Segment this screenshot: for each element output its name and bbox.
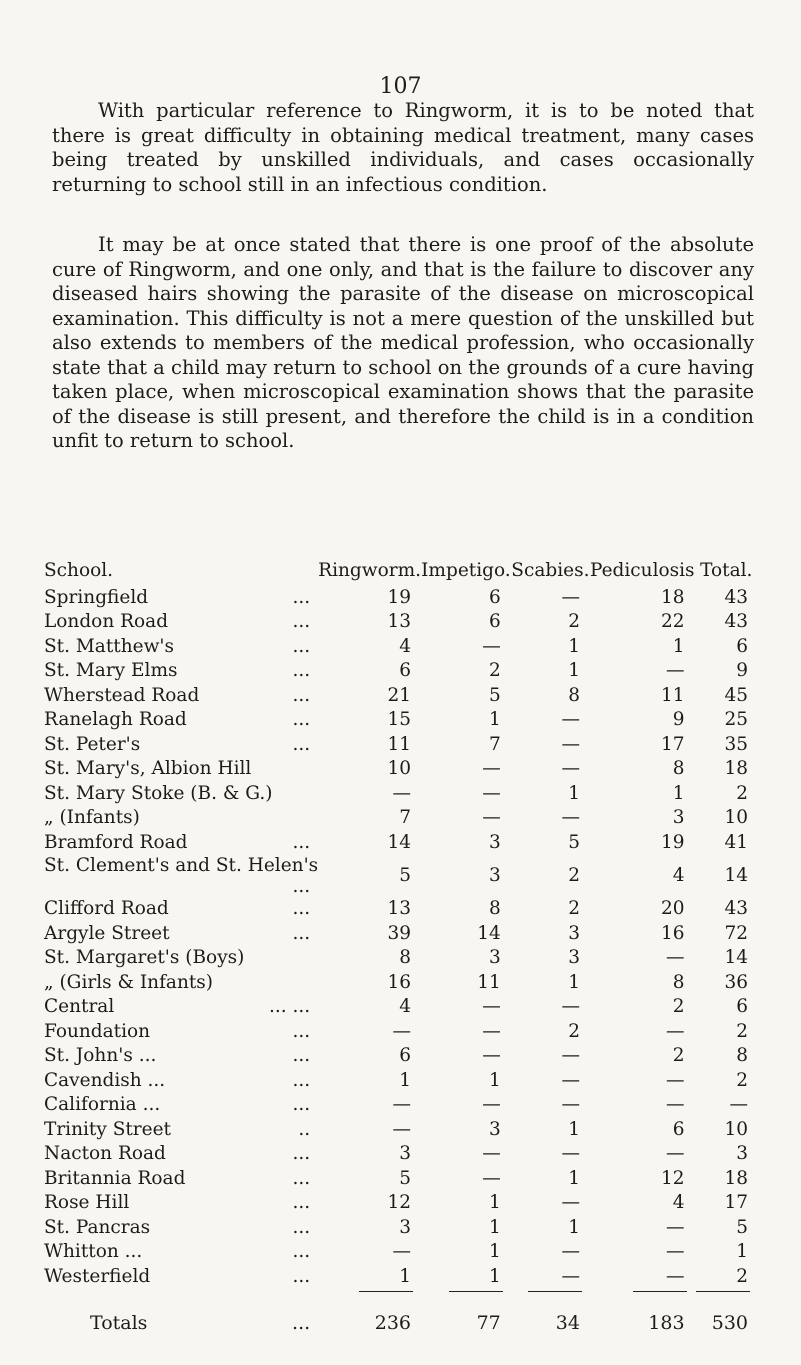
school-cell xyxy=(44,830,318,855)
pediculosis-cell: — xyxy=(666,1265,685,1287)
leader-dots: ... xyxy=(292,586,311,608)
pediculosis-cell: 2 xyxy=(672,996,685,1018)
scabies-cell: 1 xyxy=(568,1118,580,1140)
ringworm-cell: 13 xyxy=(387,611,412,633)
table-row xyxy=(44,806,758,831)
school-cell xyxy=(44,806,318,831)
table-row xyxy=(44,1215,758,1240)
school-cell xyxy=(44,1166,318,1191)
table-row xyxy=(44,634,758,659)
leader-dots: ... xyxy=(292,831,311,853)
school-name: „ (Girls & Infants) xyxy=(44,971,214,993)
pediculosis-cell: — xyxy=(666,1241,685,1263)
total-cell: 36 xyxy=(724,971,748,993)
scabies-cell: 1 xyxy=(568,971,580,993)
total-total: 530 xyxy=(711,1311,748,1334)
leader-dots: ... xyxy=(292,684,311,706)
total-cell: 17 xyxy=(724,1192,748,1214)
impetigo-cell: — xyxy=(482,996,501,1018)
paragraph-proof-of-cure: It may be at once stated that there is one proof of the absolute cure of Ringworm, and one only, and that is the failure to discover any diseased hairs showing the parasite of the disease on microscopical examination. This difficulty is not a mere question of the unskilled but also extends to members of the medical profession, who occasionally state that a child may return to school on the grounds of a cure having taken place, when microscopical examination shows that the parasite of the disease is still present, and therefore the child is in a condition unfit to return to school. xyxy=(52,233,754,452)
total-cell: 14 xyxy=(724,947,748,969)
pediculosis-cell: 22 xyxy=(661,611,685,633)
scabies-cell: 5 xyxy=(568,831,580,853)
impetigo-cell: — xyxy=(482,1167,501,1189)
impetigo-cell: 3 xyxy=(488,1118,501,1140)
school-cell xyxy=(44,732,318,757)
table-row xyxy=(44,585,758,610)
rule-line xyxy=(528,1291,582,1292)
table-row xyxy=(44,921,758,946)
school-cell xyxy=(44,995,318,1020)
impetigo-cell: 5 xyxy=(488,684,501,706)
pediculosis-cell: 12 xyxy=(661,1167,685,1189)
school-cell xyxy=(44,1264,318,1289)
ringworm-cell: 5 xyxy=(399,865,412,886)
scabies-cell: 3 xyxy=(568,947,580,969)
impetigo-cell: 1 xyxy=(488,1265,501,1287)
ringworm-cell: 13 xyxy=(387,898,412,920)
pediculosis-cell: — xyxy=(666,1216,685,1238)
ringworm-cell: 4 xyxy=(399,635,412,657)
ringworm-cell: 4 xyxy=(399,996,412,1018)
leader-dots: ... xyxy=(292,611,311,633)
school-name: London Road xyxy=(44,611,169,633)
scabies-cell: 1 xyxy=(568,782,580,804)
impetigo-cell: 1 xyxy=(488,1069,501,1091)
ringworm-cell: 10 xyxy=(387,758,412,780)
school-cell xyxy=(44,946,318,971)
pediculosis-cell: — xyxy=(666,1143,685,1165)
ringworm-cell: 1 xyxy=(399,1265,412,1287)
ringworm-cell: 5 xyxy=(399,1167,412,1189)
totals-label: Totals xyxy=(90,1311,148,1334)
table-row xyxy=(44,830,758,855)
pediculosis-cell: 1 xyxy=(672,782,685,804)
scabies-cell: 1 xyxy=(568,1167,580,1189)
school-name: St. Pancras xyxy=(44,1216,151,1238)
total-cell: 5 xyxy=(736,1216,748,1238)
table-row xyxy=(44,781,758,806)
pediculosis-cell: 8 xyxy=(672,758,685,780)
total-cell: 2 xyxy=(736,1020,748,1042)
school-cell xyxy=(44,921,318,946)
totals-row xyxy=(44,1295,758,1343)
school-name: Cavendish ... xyxy=(44,1069,166,1091)
impetigo-cell: 1 xyxy=(488,1192,501,1214)
rule-line xyxy=(359,1291,413,1292)
table-row xyxy=(44,732,758,757)
total-cell: 43 xyxy=(724,898,748,920)
ringworm-cell: 3 xyxy=(399,1216,412,1238)
school-name: Trinity Street xyxy=(44,1118,171,1140)
scabies-cell: — xyxy=(561,1094,580,1116)
scabies-cell: — xyxy=(561,758,580,780)
table-row xyxy=(44,683,758,708)
leader-dots: ... xyxy=(292,1241,311,1263)
scabies-cell: 2 xyxy=(568,898,580,920)
school-cell xyxy=(44,897,318,922)
school-cell xyxy=(44,708,318,733)
scabies-cell: 2 xyxy=(568,611,580,633)
rule-line xyxy=(633,1291,687,1292)
scabies-cell: 1 xyxy=(568,660,580,682)
pediculosis-cell: 4 xyxy=(672,1192,685,1214)
pediculosis-cell: 11 xyxy=(661,684,685,706)
school-cell xyxy=(44,1191,318,1216)
pediculosis-cell: 6 xyxy=(672,1118,685,1140)
impetigo-cell: 11 xyxy=(477,971,501,993)
leader-dots: ... xyxy=(292,1216,311,1238)
table-row xyxy=(44,1191,758,1216)
school-cell xyxy=(44,1142,318,1167)
school-cell xyxy=(44,1215,318,1240)
header-scabies: Scabies. xyxy=(511,559,590,581)
total-cell: 3 xyxy=(736,1143,748,1165)
leader-dots: ... xyxy=(292,1143,311,1165)
table-row xyxy=(44,659,758,684)
page-number: 107 xyxy=(379,74,422,99)
school-cell xyxy=(44,1117,318,1142)
scabies-cell: — xyxy=(561,586,580,608)
table-row xyxy=(44,1166,758,1191)
impetigo-cell: 1 xyxy=(488,1241,501,1263)
total-cell: 14 xyxy=(724,865,748,886)
leader-dots: ... xyxy=(292,1265,311,1287)
total-cell: 25 xyxy=(724,709,748,731)
school-name: Central xyxy=(44,996,115,1018)
total-cell: 6 xyxy=(736,635,748,657)
school-cell xyxy=(44,1044,318,1069)
scabies-cell: — xyxy=(561,807,580,829)
paragraph-ringworm-treatment: With particular reference to Ringworm, it is to be noted that there is great difficulty in obtaining medical treatment, many cases being treated by unskilled individuals, and cases occasionally returning to school still in an infectious condition. xyxy=(52,99,754,196)
school-name: Foundation xyxy=(44,1020,151,1042)
total-scabies: 34 xyxy=(555,1311,580,1334)
total-cell: 41 xyxy=(724,831,748,853)
total-cell: 6 xyxy=(736,996,748,1018)
rule-line xyxy=(449,1291,503,1292)
scabies-cell: 1 xyxy=(568,1216,580,1238)
ringworm-cell: 14 xyxy=(387,831,412,853)
pediculosis-cell: 17 xyxy=(661,733,685,755)
leader-dots: ... xyxy=(292,1045,311,1067)
leader-dots: ... ... xyxy=(269,996,311,1018)
totals-leader-dots: ... xyxy=(292,1311,311,1334)
ringworm-cell: 3 xyxy=(399,1143,412,1165)
leader-dots: ... xyxy=(292,1192,311,1214)
header-pediculosis: Pediculosis xyxy=(589,559,695,581)
ringworm-cell: 16 xyxy=(387,971,412,993)
total-cell: 45 xyxy=(724,684,748,706)
scabies-cell: — xyxy=(561,1192,580,1214)
header-impetigo: Impetigo. xyxy=(421,559,511,581)
scabies-cell: — xyxy=(561,1045,580,1067)
school-cell xyxy=(44,659,318,684)
total-cell: — xyxy=(729,1094,748,1116)
table-row xyxy=(44,1117,758,1142)
scabies-cell: — xyxy=(561,1265,580,1287)
school-name: St. Mary's, Albion Hill xyxy=(44,758,252,780)
total-cell: 1 xyxy=(736,1241,748,1263)
school-name: St. Matthew's xyxy=(44,635,174,657)
pediculosis-cell: 1 xyxy=(672,635,685,657)
impetigo-cell: 14 xyxy=(477,922,501,944)
scabies-cell: 3 xyxy=(568,922,580,944)
impetigo-cell: 3 xyxy=(488,831,501,853)
total-cell: 72 xyxy=(724,922,748,944)
school-name: Argyle Street xyxy=(44,922,170,944)
totals-label-cell xyxy=(44,1295,318,1343)
ringworm-cell: 6 xyxy=(399,660,412,682)
scabies-cell: — xyxy=(561,1143,580,1165)
scabies-cell: 1 xyxy=(568,635,580,657)
table-row xyxy=(44,995,758,1020)
school-cell xyxy=(44,757,318,782)
table-row xyxy=(44,946,758,971)
leader-dots: ... xyxy=(292,898,311,920)
school-name: „ (Infants) xyxy=(44,807,140,829)
scabies-cell: — xyxy=(561,1241,580,1263)
scabies-cell: — xyxy=(561,1069,580,1091)
school-name: St. Mary Elms xyxy=(44,660,178,682)
ringworm-cell: 15 xyxy=(387,709,412,731)
total-cell: 2 xyxy=(736,782,748,804)
table-row xyxy=(44,970,758,995)
ringworm-cell: — xyxy=(392,782,412,804)
total-cell: 43 xyxy=(724,611,748,633)
table-row xyxy=(44,897,758,922)
school-cell xyxy=(44,1068,318,1093)
impetigo-cell: — xyxy=(482,1143,501,1165)
table-row xyxy=(44,757,758,782)
table-row xyxy=(44,1068,758,1093)
school-cell xyxy=(44,781,318,806)
school-name: Bramford Road xyxy=(44,831,188,853)
total-cell: 18 xyxy=(724,1167,748,1189)
pediculosis-cell: 2 xyxy=(672,1045,685,1067)
rule-line xyxy=(696,1291,750,1292)
pediculosis-cell: — xyxy=(666,1069,685,1091)
table-header-row xyxy=(44,555,758,585)
total-pediculosis: 183 xyxy=(648,1311,685,1334)
impetigo-cell: — xyxy=(482,1045,501,1067)
scabies-cell: 8 xyxy=(568,684,580,706)
leader-dots: ... xyxy=(292,635,311,657)
school-cell xyxy=(44,585,318,610)
total-cell: 10 xyxy=(724,807,748,829)
leader-dots: ... xyxy=(292,709,311,731)
table-row xyxy=(44,1264,758,1289)
impetigo-cell: — xyxy=(482,1020,501,1042)
table-row xyxy=(44,1093,758,1118)
school-cell xyxy=(44,683,318,708)
pediculosis-cell: — xyxy=(666,947,685,969)
school-name: Ranelagh Road xyxy=(44,709,187,731)
ringworm-cell: 1 xyxy=(399,1069,412,1091)
school-name: Westerfield xyxy=(44,1265,151,1287)
impetigo-cell: — xyxy=(482,758,501,780)
ringworm-cell: — xyxy=(392,1118,412,1140)
scabies-cell: — xyxy=(561,733,580,755)
total-cell: 2 xyxy=(736,1069,748,1091)
leader-dots: ... xyxy=(292,875,311,897)
pediculosis-cell: 20 xyxy=(661,898,685,920)
school-name: California ... xyxy=(44,1094,161,1116)
ringworm-cell: — xyxy=(392,1241,412,1263)
impetigo-cell: 6 xyxy=(488,611,501,633)
table-row xyxy=(44,1044,758,1069)
total-cell: 43 xyxy=(724,586,748,608)
pediculosis-cell: — xyxy=(666,1094,685,1116)
school-name: St. Margaret's (Boys) xyxy=(44,947,245,969)
ringworm-cell: 11 xyxy=(387,733,412,755)
total-cell: 8 xyxy=(736,1045,748,1067)
total-cell: 10 xyxy=(724,1118,748,1140)
school-name: Wherstead Road xyxy=(44,684,200,706)
school-name: St. Clement's and St. Helen's xyxy=(44,854,319,876)
ringworm-cell: — xyxy=(392,1020,412,1042)
impetigo-cell: 1 xyxy=(488,709,501,731)
pediculosis-cell: — xyxy=(666,660,685,682)
impetigo-cell: 6 xyxy=(488,586,501,608)
table-row xyxy=(44,708,758,733)
school-cell xyxy=(44,1093,318,1118)
impetigo-cell: — xyxy=(482,807,501,829)
school-name: Springfield xyxy=(44,586,149,608)
scabies-cell: — xyxy=(561,709,580,731)
school-name: Whitton ... xyxy=(44,1241,143,1263)
ringworm-cell: 39 xyxy=(387,922,412,944)
ringworm-cell: 12 xyxy=(387,1192,412,1214)
impetigo-cell: 1 xyxy=(488,1216,501,1238)
school-name: Britannia Road xyxy=(44,1167,186,1189)
ringworm-cell: 19 xyxy=(387,586,412,608)
pediculosis-cell: 9 xyxy=(672,709,685,731)
impetigo-cell: — xyxy=(482,782,501,804)
school-cell xyxy=(44,1019,318,1044)
pediculosis-cell: 16 xyxy=(661,922,685,944)
ringworm-cell: 6 xyxy=(399,1045,412,1067)
impetigo-cell: — xyxy=(482,635,501,657)
total-cell: 18 xyxy=(724,758,748,780)
table-row xyxy=(44,855,758,897)
leader-dots: .. xyxy=(298,1118,311,1140)
pediculosis-cell: 3 xyxy=(672,807,685,829)
school-cell xyxy=(44,610,318,635)
pediculosis-cell: 4 xyxy=(672,865,685,886)
impetigo-cell: 7 xyxy=(488,733,501,755)
leader-dots: ... xyxy=(292,1020,311,1042)
ringworm-cell: 21 xyxy=(387,684,412,706)
header-total: Total. xyxy=(700,559,753,581)
pediculosis-cell: — xyxy=(666,1020,685,1042)
table-row xyxy=(44,1019,758,1044)
school-name: Nacton Road xyxy=(44,1143,166,1165)
scabies-cell: — xyxy=(561,996,580,1018)
scabies-cell: 2 xyxy=(568,1020,580,1042)
ringworm-cell: 8 xyxy=(399,947,412,969)
school-name: St. Mary Stoke (B. & G.) xyxy=(44,782,273,804)
disease-by-school-table xyxy=(44,555,758,1343)
table-row xyxy=(44,1142,758,1167)
school-name: St. John's ... xyxy=(44,1045,157,1067)
leader-dots: ... xyxy=(292,922,311,944)
school-cell xyxy=(44,1240,318,1265)
total-cell: 35 xyxy=(724,733,748,755)
scabies-cell: 2 xyxy=(568,865,580,886)
impetigo-cell: 3 xyxy=(488,947,501,969)
impetigo-cell: 3 xyxy=(488,865,501,886)
table-row xyxy=(44,1240,758,1265)
school-name: Clifford Road xyxy=(44,898,169,920)
total-cell: 9 xyxy=(736,660,748,682)
total-ringworm: 236 xyxy=(374,1311,412,1334)
school-cell xyxy=(44,634,318,659)
impetigo-cell: 8 xyxy=(488,898,501,920)
ringworm-cell: — xyxy=(392,1094,412,1116)
school-cell xyxy=(44,970,318,995)
impetigo-cell: 2 xyxy=(488,660,501,682)
leader-dots: ... xyxy=(292,660,311,682)
pediculosis-cell: 8 xyxy=(672,971,685,993)
school-cell xyxy=(44,855,318,897)
ringworm-cell: 7 xyxy=(399,807,412,829)
leader-dots: ... xyxy=(292,1094,311,1116)
total-impetigo: 77 xyxy=(476,1311,501,1334)
impetigo-cell: — xyxy=(482,1094,501,1116)
header-school: School. xyxy=(44,559,114,581)
leader-dots: ... xyxy=(292,1069,311,1091)
school-name: St. Peter's xyxy=(44,733,141,755)
leader-dots: ... xyxy=(292,733,311,755)
school-name: Rose Hill xyxy=(44,1192,130,1214)
pediculosis-cell: 19 xyxy=(661,831,685,853)
leader-dots: ... xyxy=(292,1167,311,1189)
total-cell: 2 xyxy=(736,1265,748,1287)
header-ringworm: Ringworm. xyxy=(318,559,422,581)
table-row xyxy=(44,610,758,635)
pediculosis-cell: 18 xyxy=(661,586,685,608)
